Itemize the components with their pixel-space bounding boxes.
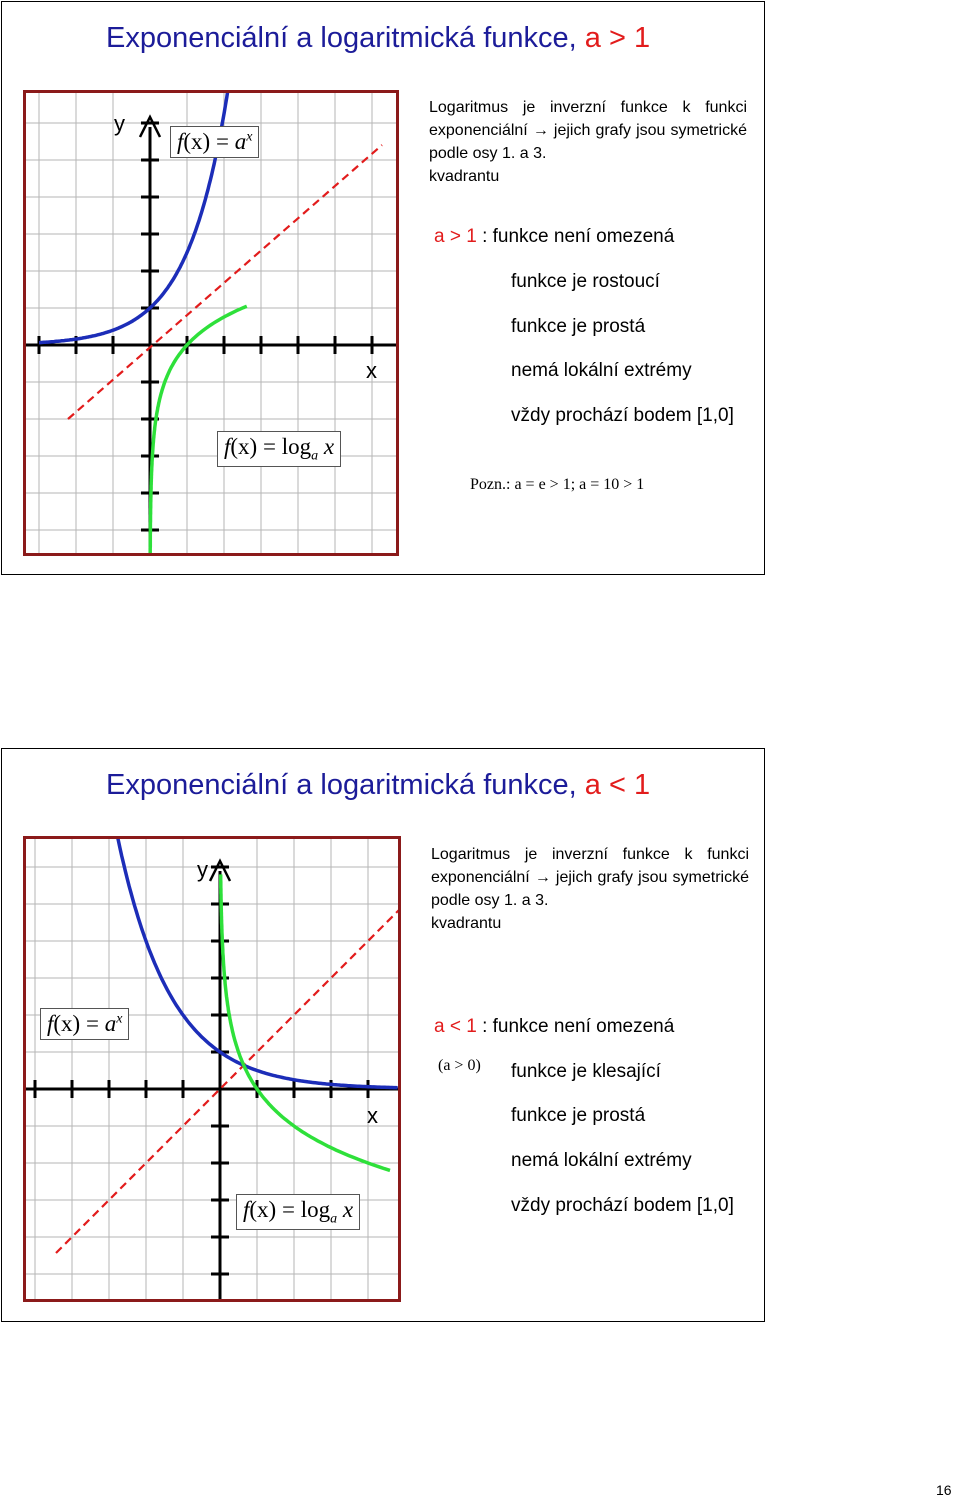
function-graph: [23, 836, 401, 1302]
logarithm-formula: $f(x) = \log_a x$: [217, 431, 341, 467]
y-axis-label: y: [114, 111, 125, 136]
y-axis-label: y: [197, 857, 208, 882]
property-injective: funkce je prostá: [511, 316, 646, 337]
property-bounded: a < 1 : funkce není omezená: [434, 1016, 675, 1037]
inverse-explanation: Logaritmus je inverzní funkce k funkci exponenciální → jejich grafy jsou symetrické podle osy 1. a 3. kvadrantu: [429, 99, 747, 185]
property-no-extremes: nemá lokální extrémy: [511, 360, 692, 381]
slide-a-greater-than-1: [1, 1, 765, 575]
graph-canvas: [26, 93, 399, 556]
logarithm-formula: $f(x) = \log_a x$: [236, 1194, 360, 1230]
exponential-formula: $f(x) = a^x$: [170, 126, 259, 158]
slide-title: Exponenciální a logaritmická funkce, a > 1: [106, 22, 651, 54]
exponential-curve: [105, 839, 397, 1088]
property-passes-point: vždy prochází bodem [1,0]: [511, 405, 734, 426]
property-no-extremes: nemá lokální extrémy: [511, 1150, 692, 1171]
note-a-positive: (a > 0): [438, 1057, 481, 1074]
x-axis-arrow-icon: [398, 1081, 401, 1097]
property-passes-point: vždy prochází bodem [1,0]: [511, 1195, 734, 1216]
function-graph: [23, 90, 399, 556]
grid: [26, 839, 401, 1302]
property-injective: funkce je prostá: [511, 1105, 646, 1126]
slide-title: Exponenciální a logaritmická funkce, a < 1: [106, 769, 651, 801]
property-bounded: a > 1 : funkce není omezená: [434, 226, 675, 247]
exponential-formula: $f(x) = a^x$: [40, 1008, 129, 1040]
x-axis-label: x: [367, 1103, 378, 1128]
x-axis-arrow-icon: [396, 337, 399, 353]
graph-canvas: [26, 839, 401, 1302]
property-monotonic: funkce je rostoucí: [511, 271, 660, 292]
inverse-explanation: Logaritmus je inverzní funkce k funkci exponenciální → jejich grafy jsou symetrické podle osy 1. a 3. kvadrantu: [431, 846, 749, 932]
x-axis-label: x: [366, 358, 377, 383]
slide-a-less-than-1: [1, 748, 765, 1322]
note: Pozn.: a = e > 1; a = 10 > 1: [470, 476, 645, 493]
page-number: 16: [936, 1482, 952, 1498]
property-monotonic: funkce je klesající: [511, 1061, 661, 1082]
